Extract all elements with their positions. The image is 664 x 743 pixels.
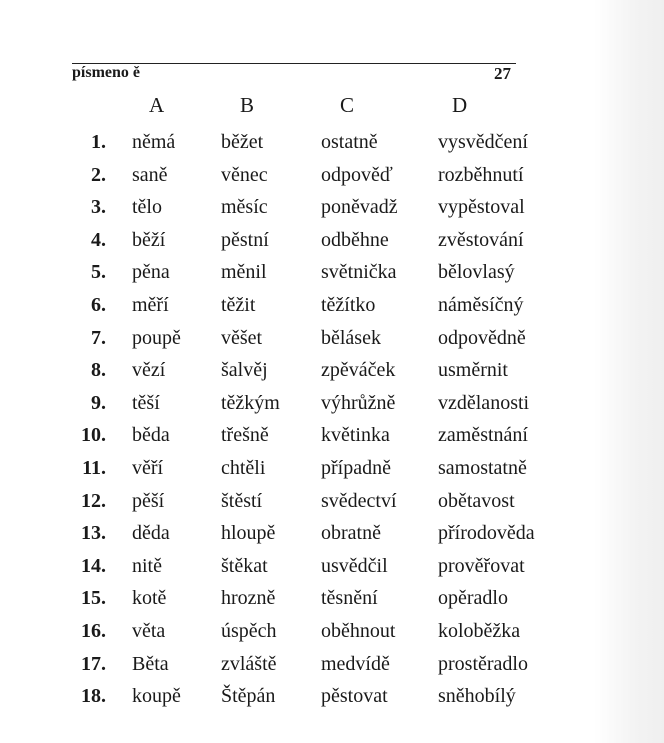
page-edge-shadow: [594, 0, 664, 743]
page-number: 27: [494, 64, 511, 83]
word-cell-a: tělo: [132, 196, 162, 219]
word-table: [0, 129, 600, 716]
word-cell-a: saně: [132, 163, 168, 186]
word-cell-c: odpověď: [321, 163, 393, 186]
word-cell-b: věnec: [221, 163, 268, 186]
word-cell-a: vězí: [132, 359, 166, 382]
table-row: [0, 292, 600, 325]
row-number: 2.: [91, 163, 106, 186]
word-cell-b: měnil: [221, 261, 267, 284]
row-number: 18.: [81, 685, 106, 708]
word-cell-b: zvláště: [221, 652, 277, 675]
table-row: [0, 553, 600, 586]
word-cell-a: poupě: [132, 326, 181, 349]
word-cell-b: šalvěj: [221, 359, 268, 382]
word-cell-c: zpěváček: [321, 359, 396, 382]
word-cell-c: poněvadž: [321, 196, 398, 219]
word-cell-a: kotě: [132, 587, 167, 610]
row-number: 14.: [81, 554, 106, 577]
word-cell-d: opěradlo: [438, 587, 508, 610]
word-cell-d: samostatně: [438, 456, 527, 479]
word-cell-d: přírodověda: [438, 522, 535, 545]
word-cell-a: němá: [132, 131, 176, 153]
row-number: 4.: [91, 228, 106, 251]
word-cell-c: bělásek: [321, 326, 381, 349]
word-cell-b: hrozně: [221, 587, 276, 610]
table-row: [0, 618, 600, 651]
table-row: [0, 259, 600, 292]
word-cell-b: těžit: [221, 293, 256, 316]
word-cell-d: bělovlasý: [438, 261, 515, 284]
row-number: 1.: [91, 131, 106, 153]
table-row: [0, 585, 600, 618]
row-number: 3.: [91, 196, 106, 219]
table-row: [0, 422, 600, 455]
table-row: [0, 488, 600, 521]
word-cell-b: těžkým: [221, 391, 280, 414]
word-cell-a: těší: [132, 391, 160, 414]
row-number: 12.: [81, 489, 106, 512]
word-cell-d: vysvědčení: [438, 131, 528, 153]
word-cell-d: vypěstoval: [438, 196, 525, 219]
word-cell-d: prostěradlo: [438, 652, 528, 675]
word-cell-d: rozběhnutí: [438, 163, 524, 186]
page-heading: písmeno ě: [72, 64, 140, 81]
table-row: [0, 455, 600, 488]
word-cell-a: pěší: [132, 489, 165, 512]
table-row: [0, 390, 600, 423]
word-cell-c: případně: [321, 456, 391, 479]
table-row: [0, 194, 600, 227]
word-cell-b: věšet: [221, 326, 263, 349]
row-number: 9.: [91, 391, 106, 414]
table-row: [0, 162, 600, 195]
word-cell-c: světnička: [321, 261, 397, 284]
word-cell-c: ostatně: [321, 131, 378, 153]
word-cell-b: třešně: [221, 424, 269, 447]
word-cell-b: běžet: [221, 131, 264, 153]
word-cell-a: děda: [132, 522, 170, 545]
row-number: 5.: [91, 261, 106, 284]
word-cell-c: květinka: [321, 424, 390, 447]
word-cell-a: měří: [132, 293, 169, 316]
row-number: 15.: [81, 587, 106, 610]
word-cell-b: chtěli: [221, 456, 266, 479]
word-cell-b: hloupě: [221, 522, 276, 545]
column-header-a: A: [149, 93, 165, 117]
word-cell-d: sněhobílý: [438, 685, 516, 708]
table-row: [0, 227, 600, 260]
word-cell-d: prověřovat: [438, 554, 525, 577]
word-cell-d: náměsíčný: [438, 293, 524, 316]
word-cell-c: odběhne: [321, 228, 389, 251]
row-number: 7.: [91, 326, 106, 349]
word-cell-c: svědectví: [321, 489, 397, 512]
word-cell-c: usvědčil: [321, 554, 388, 577]
table-row: [0, 520, 600, 553]
word-cell-c: oběhnout: [321, 619, 396, 642]
table-row: [0, 325, 600, 358]
column-header-c: C: [340, 93, 355, 117]
word-cell-a: běží: [132, 228, 166, 251]
column-header-d: D: [452, 93, 468, 117]
row-number: 16.: [81, 619, 106, 642]
word-cell-d: koloběžka: [438, 619, 521, 642]
word-cell-b: měsíc: [221, 196, 268, 219]
table-row: [0, 129, 600, 162]
word-cell-d: zaměstnání: [438, 424, 528, 447]
word-cell-c: výhrůžně: [321, 391, 396, 414]
table-row: [0, 683, 600, 716]
word-cell-d: usměrnit: [438, 359, 508, 382]
word-cell-c: pěstovat: [321, 685, 388, 708]
word-cell-c: medvídě: [321, 652, 390, 675]
word-cell-d: zvěstování: [438, 228, 524, 251]
word-cell-b: úspěch: [221, 619, 277, 642]
row-number: 17.: [81, 652, 106, 675]
word-cell-c: těžítko: [321, 293, 376, 316]
word-cell-a: pěna: [132, 261, 170, 284]
word-cell-a: nitě: [132, 554, 162, 577]
word-cell-b: Štěpán: [221, 685, 276, 708]
word-cell-a: koupě: [132, 685, 181, 708]
word-cell-b: pěstní: [221, 228, 269, 251]
word-cell-a: věta: [132, 619, 166, 642]
word-cell-d: vzdělanosti: [438, 391, 530, 414]
row-number: 10.: [81, 424, 106, 447]
word-cell-b: štěkat: [221, 554, 268, 577]
table-row: [0, 357, 600, 390]
word-cell-a: běda: [132, 424, 170, 447]
word-cell-a: Běta: [132, 652, 169, 675]
row-number: 11.: [82, 456, 106, 479]
word-cell-c: obratně: [321, 522, 381, 545]
row-number: 6.: [91, 293, 106, 316]
word-cell-b: štěstí: [221, 489, 263, 512]
table-row: [0, 651, 600, 684]
column-header-b: B: [240, 93, 255, 117]
row-number: 13.: [81, 522, 106, 545]
word-cell-c: těsnění: [321, 587, 378, 610]
word-cell-d: odpovědně: [438, 326, 526, 349]
row-number: 8.: [91, 359, 106, 382]
word-cell-d: obětavost: [438, 489, 515, 512]
word-cell-a: věří: [132, 456, 164, 479]
